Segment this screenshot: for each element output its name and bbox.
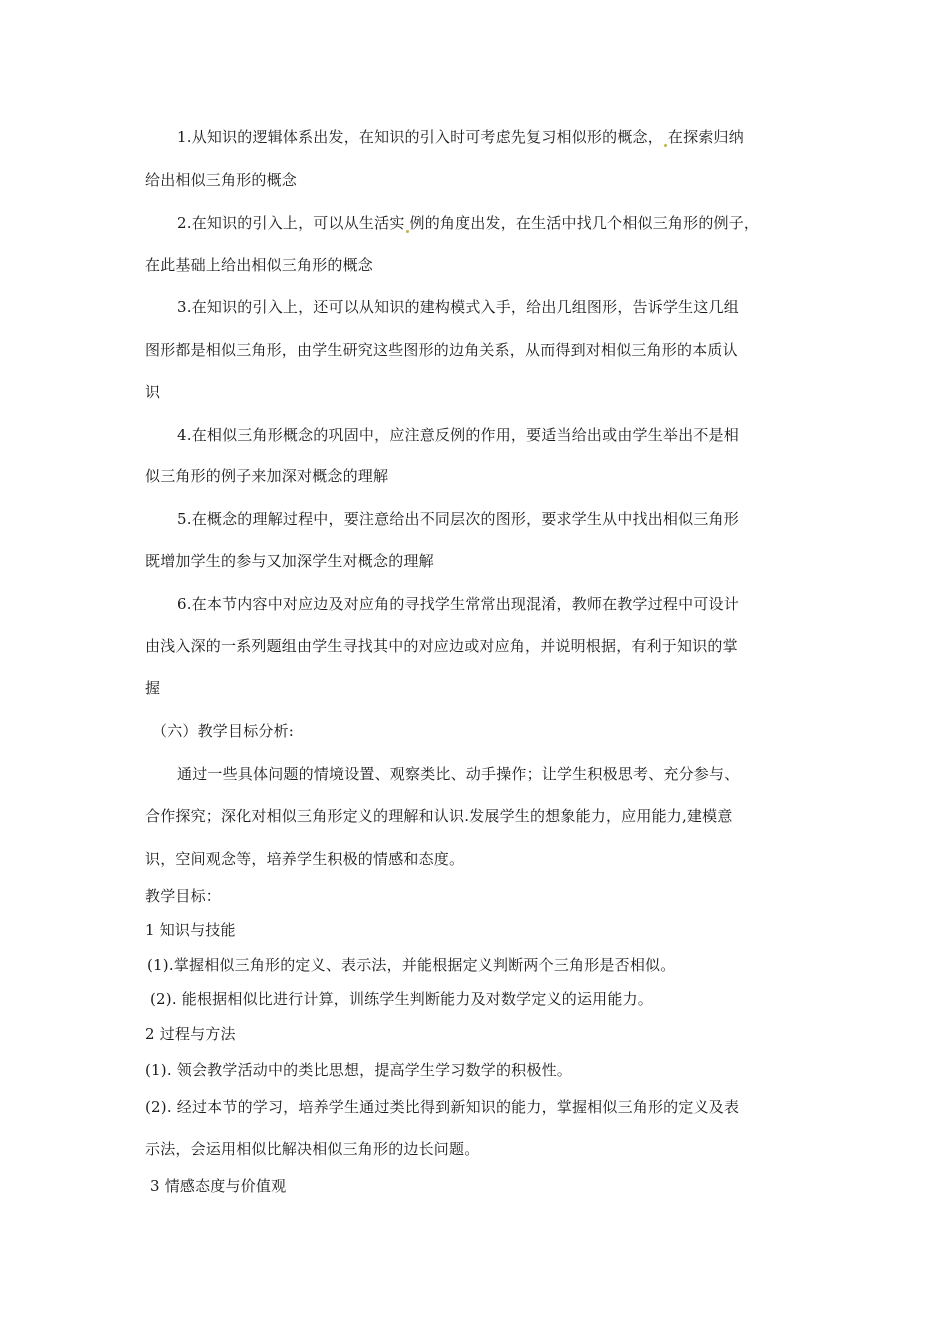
paragraph-4-line-1: 4.在相似三角形概念的巩固中，应注意反例的作用，要适当给出或由学生举出不是相 (177, 426, 739, 444)
paragraph-2-text-b: 例的角度出发，在生活中找几个相似三角形的例子， (409, 214, 760, 232)
section-6-line-1: 通过一些具体问题的情境设置、观察类比、动手操作；让学生积极思考、充分参与、 (177, 765, 740, 783)
mark-dot (406, 230, 409, 233)
process-item-2-line-1: (2). 经过本节的学习，培养学生通过类比得到新知识的能力，掌握相似三角形的定义及表 (145, 1098, 740, 1116)
knowledge-item-1: (1).掌握相似三角形的定义、表示法，并能根据定义判断两个三角形是否相似。 (147, 956, 676, 974)
paragraph-2-text-a: 2.在知识的引入上，可以从生活实 (177, 214, 405, 232)
section-6-heading: （六）教学目标分析: (152, 722, 295, 740)
paragraph-1-text-b: 在探索归纳 (667, 128, 744, 146)
paragraph-1-text-a: 1.从知识的逻辑体系出发，在知识的引入时可考虑先复习相似形的概念， (177, 128, 663, 146)
paragraph-6-line-3: 握 (145, 679, 161, 697)
paragraph-3-line-3: 识 (145, 383, 161, 401)
paragraph-5-line-2: 既增加学生的参与又加深学生对概念的理解 (145, 552, 434, 570)
paragraph-4-line-2: 似三角形的例子来加深对概念的理解 (145, 467, 389, 485)
process-item-2-line-2: 示法，会运用相似比解决相似三角形的边长问题。 (145, 1140, 480, 1158)
mark-dot (664, 144, 667, 147)
paragraph-2-line-1 (177, 213, 759, 233)
process-item-1: (1). 领会教学活动中的类比思想，提高学生学习数学的积极性。 (145, 1061, 572, 1079)
paragraph-2-line-2: 在此基础上给出相似三角形的概念 (145, 256, 374, 274)
knowledge-item-2: (2). 能根据相似比进行计算，训练学生判断能力及对数学定义的运用能力。 (150, 990, 653, 1008)
paragraph-1-line-1 (177, 127, 744, 147)
knowledge-skills-heading: 1 知识与技能 (145, 921, 236, 939)
section-6-line-2: 合作探究；深化对相似三角形定义的理解和认识.发展学生的想象能力，应用能力,建模意 (145, 807, 733, 825)
paragraph-6-line-2: 由浅入深的一系列题组由学生寻找其中的对应边或对应角，并说明根据，有利于知识的掌 (145, 637, 738, 655)
emotion-values-heading: 3 情感态度与价值观 (150, 1177, 287, 1195)
paragraph-6-line-1: 6.在本节内容中对应边及对应角的寻找学生常常出现混淆，教师在教学过程中可设计 (177, 595, 739, 613)
paragraph-5-line-1: 5.在概念的理解过程中，要注意给出不同层次的图形，要求学生从中找出相似三角形 (177, 510, 739, 528)
process-method-heading: 2 过程与方法 (145, 1025, 236, 1043)
goals-heading: 教学目标： (145, 887, 222, 905)
section-6-line-3: 识，空间观念等，培养学生积极的情感和态度。 (145, 850, 465, 868)
paragraph-1-line-2: 给出相似三角形的概念 (145, 171, 298, 189)
paragraph-3-line-2: 图形都是相似三角形，由学生研究这些图形的边角关系，从而得到对相似三角形的本质认 (145, 341, 738, 359)
paragraph-3-line-1: 3.在知识的引入上，还可以从知识的建构模式入手，给出几组图形，告诉学生这几组 (177, 298, 739, 316)
